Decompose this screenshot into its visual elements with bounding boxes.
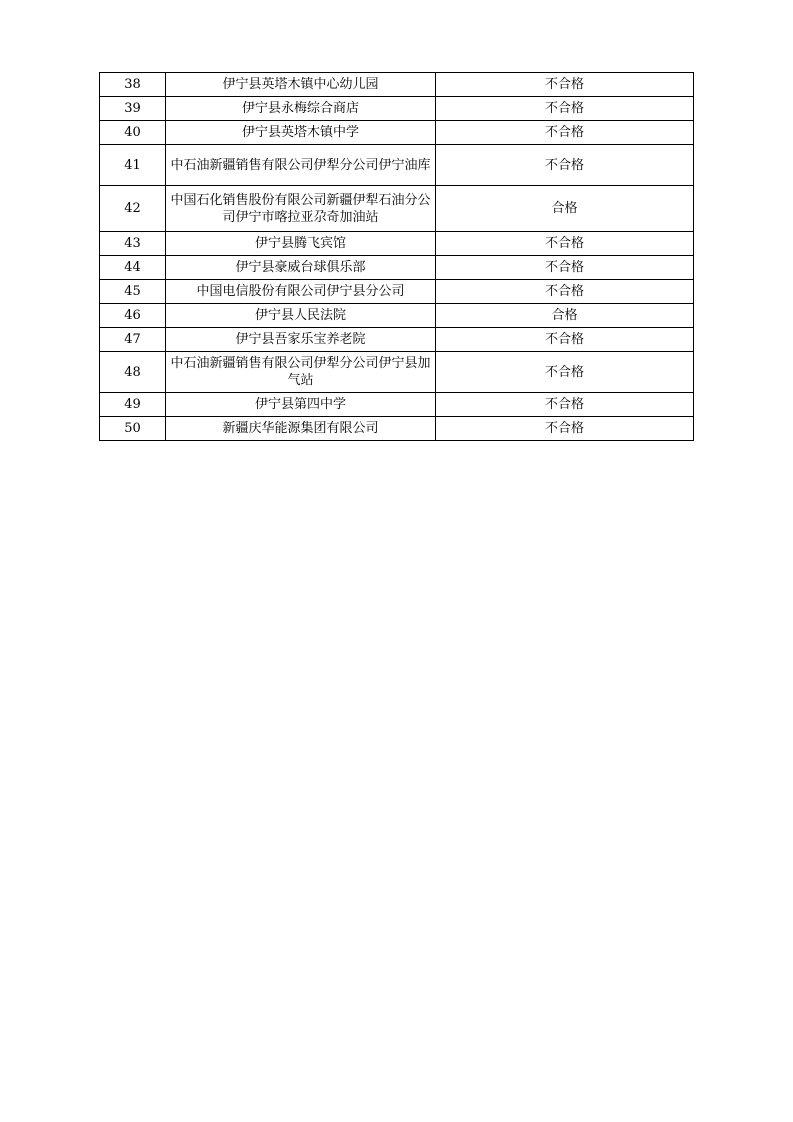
table-row (100, 256, 694, 280)
table-row (100, 417, 694, 441)
row-number: 41 (100, 145, 166, 186)
table-row (100, 145, 694, 186)
table-row (100, 393, 694, 417)
unit-name: 伊宁县第四中学 (166, 393, 436, 417)
row-number: 39 (100, 97, 166, 121)
table-row (100, 97, 694, 121)
table-row (100, 304, 694, 328)
row-number: 45 (100, 280, 166, 304)
inspection-result: 不合格 (436, 352, 694, 393)
table-row (100, 352, 694, 393)
row-number: 47 (100, 328, 166, 352)
inspection-result: 不合格 (436, 280, 694, 304)
table-row (100, 121, 694, 145)
unit-name: 中国石化销售股份有限公司新疆伊犁石油分公司伊宁市喀拉亚尕奇加油站 (166, 186, 436, 232)
table-row (100, 232, 694, 256)
table-row (100, 328, 694, 352)
row-number: 42 (100, 186, 166, 232)
table-row (100, 73, 694, 97)
row-number: 49 (100, 393, 166, 417)
inspection-result: 不合格 (436, 145, 694, 186)
unit-name: 中石油新疆销售有限公司伊犁分公司伊宁县加气站 (166, 352, 436, 393)
inspection-result: 不合格 (436, 393, 694, 417)
inspection-result: 不合格 (436, 256, 694, 280)
inspection-result: 不合格 (436, 328, 694, 352)
inspection-result: 不合格 (436, 232, 694, 256)
inspection-result: 不合格 (436, 121, 694, 145)
inspection-result: 不合格 (436, 97, 694, 121)
unit-name: 伊宁县英塔木镇中学 (166, 121, 436, 145)
row-number: 50 (100, 417, 166, 441)
unit-name: 伊宁县英塔木镇中心幼儿园 (166, 73, 436, 97)
inspection-result: 合格 (436, 304, 694, 328)
unit-name: 中国电信股份有限公司伊宁县分公司 (166, 280, 436, 304)
unit-name: 伊宁县吾家乐宝养老院 (166, 328, 436, 352)
table-row (100, 280, 694, 304)
unit-name: 伊宁县人民法院 (166, 304, 436, 328)
inspection-results-table (99, 72, 694, 441)
unit-name: 新疆庆华能源集团有限公司 (166, 417, 436, 441)
table-row (100, 186, 694, 232)
row-number: 43 (100, 232, 166, 256)
inspection-result: 不合格 (436, 417, 694, 441)
inspection-result: 不合格 (436, 73, 694, 97)
row-number: 40 (100, 121, 166, 145)
unit-name: 伊宁县腾飞宾馆 (166, 232, 436, 256)
row-number: 44 (100, 256, 166, 280)
unit-name: 伊宁县豪威台球俱乐部 (166, 256, 436, 280)
inspection-result: 合格 (436, 186, 694, 232)
row-number: 48 (100, 352, 166, 393)
unit-name: 伊宁县永梅综合商店 (166, 97, 436, 121)
unit-name: 中石油新疆销售有限公司伊犁分公司伊宁油库 (166, 145, 436, 186)
row-number: 46 (100, 304, 166, 328)
row-number: 38 (100, 73, 166, 97)
